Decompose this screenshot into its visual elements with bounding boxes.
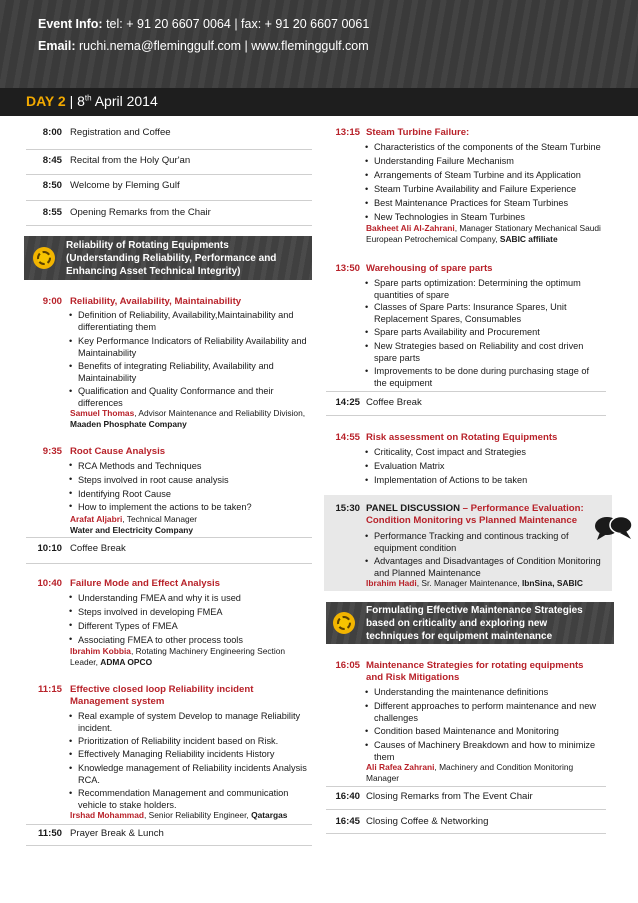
bullet-item: • Characteristics of the components of the Steam Turbine	[365, 142, 601, 152]
session-time: 9:00	[42, 296, 62, 307]
bullet-item: • New Technologies in Steam Turbines	[365, 212, 525, 222]
bullet-item: • Advantages and Disadvantages of Condition Monitoring and Planned Maintenance	[365, 556, 601, 578]
bullet-item: • Arrangements of Steam Turbine and its Application	[365, 170, 581, 180]
divider	[26, 200, 312, 201]
session-title: Recital from the Holy Qur'an	[70, 155, 191, 166]
speech-bubbles-icon	[594, 514, 634, 546]
bullet-item: • Causes of Machinery Breakdown and how to minimize them	[365, 740, 596, 762]
event-info-value: tel: + 91 20 6607 0064 | fax: + 91 20 6607 0061	[106, 17, 370, 31]
session-title: Welcome by Fleming Gulf	[70, 180, 180, 191]
email-value[interactable]: ruchi.nema@fleminggulf.com | www.fleminggulf.com	[79, 39, 369, 53]
bullet-item: Identifying Root Cause	[78, 489, 171, 499]
session-title: Maintenance Strategies for rotating equipments and Risk Mitigations	[366, 660, 584, 683]
session-time: 13:50	[335, 263, 360, 274]
session-title: Warehousing of spare parts	[366, 263, 493, 274]
bullet-item: • New Strategies based on Reliability and cost driven spare parts	[365, 341, 584, 363]
session-time: 8:50	[42, 180, 62, 191]
bullet-item: • Prioritization of Reliability incident based on Risk.	[69, 736, 279, 746]
bullet-item: • Performance Tracking and continous tracking of equipment condition	[365, 531, 569, 553]
session-time: 11:50	[37, 828, 62, 839]
divider	[326, 415, 606, 416]
session-title: Root Cause Analysis	[70, 446, 166, 457]
session-title: Closing Remarks from The Event Chair	[366, 791, 533, 802]
session-time: 8:45	[42, 155, 62, 166]
gear-icon	[333, 612, 355, 634]
divider	[26, 563, 312, 564]
session-title: Reliability, Availability, Maintainability	[70, 296, 242, 307]
session-time: 10:40	[37, 578, 62, 589]
bullet-item: • Real example of system Develop to manage Reliability incident.	[69, 711, 301, 733]
session-time: 8:00	[42, 127, 62, 138]
bullet-item: Associating FMEA to other process tools	[78, 635, 243, 645]
session-title: Coffee Break	[366, 397, 422, 408]
bullet-item: • Criticality, Cost impact and Strategies	[365, 447, 526, 457]
session-time: 14:25	[335, 397, 360, 408]
session-time: 13:15	[335, 127, 360, 138]
session-title: Prayer Break & Lunch	[70, 828, 164, 839]
divider	[326, 809, 606, 810]
bullet-item: • Different approaches to perform maintenance and new challenges	[365, 701, 596, 723]
bullet-item: Understanding FMEA and why it is used	[78, 593, 241, 603]
speaker: Ibrahim Hadi, Sr. Manager Maintenance, IbnSina, SABIC	[366, 578, 583, 588]
topic-band-maintenance	[326, 602, 614, 644]
divider	[26, 845, 312, 846]
speaker: Ali Rafea Zahrani, Machinery and Condition Monitoring Manager	[366, 762, 574, 783]
topic-band-line: Formulating Effective Maintenance Strategies	[366, 605, 583, 616]
bullet-item: • Condition based Maintenance and Monitoring	[365, 726, 559, 736]
session-time: 15:30	[335, 503, 360, 514]
day-suffix: th	[84, 93, 92, 103]
session-title: Opening Remarks from the Chair	[70, 207, 211, 218]
divider	[326, 833, 606, 834]
topic-band-line: techniques for equipment maintenance	[366, 631, 553, 642]
bullet-item: • Spare parts optimization: Determining the optimum quantities of spare	[365, 278, 581, 300]
bullet-item: • Recommendation Management and communication vehicle to stake holders.	[69, 788, 289, 810]
session-title: Registration and Coffee	[70, 127, 171, 138]
bullet-item: Steps involved in root cause analysis	[78, 475, 229, 485]
gear-icon	[33, 247, 55, 269]
day-separator: |	[65, 93, 78, 109]
bullet-item: • Knowledge management of Reliability incidents Analysis RCA.	[69, 763, 307, 785]
bullet-item: • Understanding Failure Mechanism	[365, 156, 514, 166]
event-info-line	[38, 17, 369, 31]
topic-band-line: Reliability of Rotating Equipments	[66, 240, 229, 251]
day-band	[0, 88, 638, 116]
topic-band-reliability	[24, 236, 312, 280]
day-title	[26, 93, 158, 109]
session-time: 16:45	[335, 816, 360, 827]
bullet-item: • Evaluation Matrix	[365, 461, 445, 471]
divider	[26, 225, 312, 226]
email-line	[38, 39, 369, 53]
session-title: Steam Turbine Failure:	[366, 127, 470, 138]
session-title: Closing Coffee & Networking	[366, 816, 489, 827]
session-time: 16:05	[335, 660, 360, 671]
bullet-item: • Understanding the maintenance definitions	[365, 687, 549, 697]
session-time: 16:40	[335, 791, 360, 802]
day-number: 8	[77, 93, 85, 109]
session-time: 8:55	[42, 207, 62, 218]
event-info-label: Event Info:	[38, 17, 103, 31]
bullet-item: • Steam Turbine Availability and Failure Experience	[365, 184, 577, 194]
session-time: 11:15	[37, 684, 62, 695]
bullet-item: How to implement the actions to be taken?	[78, 502, 252, 512]
session-title: PANEL DISCUSSION – Performance Evaluation: Condition Monitoring vs Planned Maintenance	[366, 503, 584, 526]
session-time: 9:35	[42, 446, 62, 457]
session-title: Effective closed loop Reliability incident Management system	[70, 684, 254, 707]
speaker: Bakheet Ali Al-Zahrani, Manager Stationary Mechanical Saudi European Petrochemical Company, SABIC affiliate	[366, 223, 601, 244]
day-month: April 2014	[91, 93, 158, 109]
topic-band-line: (Understanding Reliability, Performance and	[66, 253, 277, 264]
divider	[26, 174, 312, 175]
speaker: Ibrahim Kobbia, Rotating Machinery Engineering Section Leader, ADMA OPCO	[70, 646, 286, 667]
bullet-item: Steps involved in developing FMEA	[78, 607, 223, 617]
speaker: Arafat Aljabri, Technical Manager Water and Electricity Company	[70, 514, 198, 535]
divider	[26, 149, 312, 150]
session-time: 14:55	[335, 432, 360, 443]
divider	[326, 391, 606, 392]
event-info-header	[0, 0, 638, 88]
bullet-item: • Effectively Managing Reliability incidents History	[69, 749, 275, 759]
divider	[326, 786, 606, 787]
bullet-item: • Definition of Reliability, Availability,Maintainability and differentiating them	[69, 310, 294, 332]
bullet-item: • Spare parts Availability and Procurement	[365, 327, 540, 337]
divider	[26, 537, 312, 538]
divider	[26, 824, 312, 825]
topic-band-line: Enhancing Asset Technical Integrity)	[66, 266, 241, 277]
bullet-item: Different Types of FMEA	[78, 621, 178, 631]
session-time: 10:10	[37, 543, 62, 554]
bullet-item: • Key Performance Indicators of Reliability Availability and Maintainability	[69, 336, 307, 358]
bullet-item: • Benefits of integrating Reliability, Availability and Maintainability	[69, 361, 274, 383]
speaker: Irshad Mohammad, Senior Reliability Engineer, Qatargas	[70, 810, 288, 820]
bullet-item: • Implementation of Actions to be taken	[365, 475, 528, 485]
email-label: Email:	[38, 39, 76, 53]
session-title: Coffee Break	[70, 543, 126, 554]
bullet-item: RCA Methods and Techniques	[78, 461, 202, 471]
day-label: DAY 2	[26, 93, 66, 109]
bullet-item: • Improvements to be done during purchasing stage of the equipment	[365, 366, 590, 388]
bullet-item: • Classes of Spare Parts: Insurance Spares, Unit Replacement Spares, Consumables	[365, 302, 567, 324]
session-title: Failure Mode and Effect Analysis	[70, 578, 220, 589]
speaker: Samuel Thomas, Advisor Maintenance and Reliability Division, Maaden Phosphate Company	[70, 408, 306, 429]
bullet-item: • Best Maintenance Practices for Steam Turbines	[365, 198, 569, 208]
topic-band-line: based on criticality and exploring new	[366, 618, 548, 629]
session-title: Risk assessment on Rotating Equipments	[366, 432, 558, 443]
bullet-item: • Qualification and Quality Conformance and their differences	[69, 386, 274, 408]
